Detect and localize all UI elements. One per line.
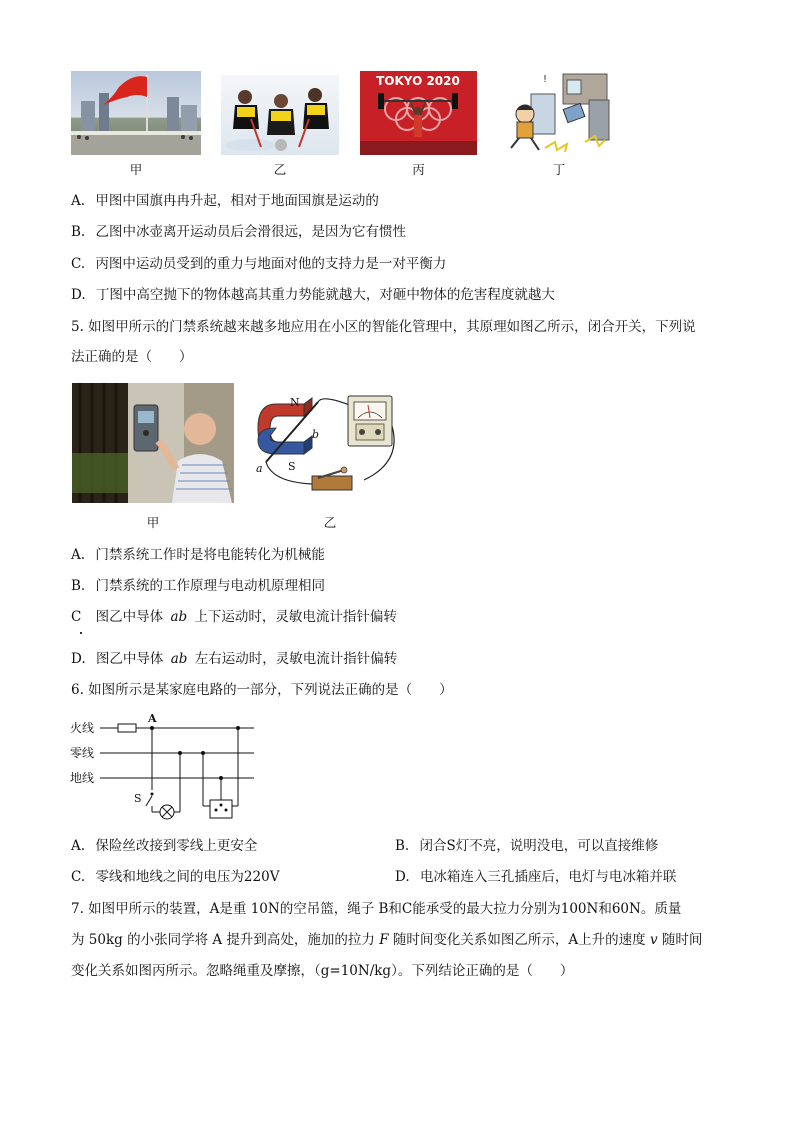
option-label: B. [395, 838, 410, 854]
switch-s-label: S [134, 792, 142, 805]
option-text: 甲图中国旗冉冉升起，相对于地面国旗是运动的 [95, 193, 379, 209]
induction-diagram [252, 392, 412, 504]
caption-jia-1: 甲 [129, 162, 143, 177]
tokyo-2020-text: TOKYO 2020 [376, 74, 460, 88]
option-label: D. [71, 651, 86, 667]
q7-stem-line3: 变化关系如图丙所示。忽略绳重及摩擦，（g=10N/kg）。下列结论正确的是（ ） [71, 963, 574, 979]
q5-option-b[interactable] [71, 576, 325, 596]
option-text-post: 上下运动时，灵敏电流计指针偏转 [194, 609, 397, 625]
q6-option-d[interactable] [395, 867, 676, 887]
option-label: C. [71, 256, 86, 272]
wire-ground-label: 地线 [70, 771, 95, 785]
option-label: B. [71, 578, 86, 594]
option-var-ab: ab [170, 651, 188, 667]
q5-stem-line1: 5. 如图甲所示的门禁系统越来越多地应用在小区的智能化管理中，其原理如图乙所示，闭合开关，下列说 [71, 319, 696, 335]
point-a-label: A [148, 712, 157, 725]
stray-dot [80, 632, 82, 634]
option-text: 乙图中冰壶离开运动员后会滑很远，是因为它有惯性 [95, 224, 407, 240]
option-text: 丙图中运动员受到的重力与地面对他的支持力是一对平衡力 [95, 256, 447, 272]
option-label: B. [71, 224, 86, 240]
svg-text:!: ! [543, 74, 548, 85]
conductor-a-label: a [256, 462, 263, 475]
caption-bing: 丙 [412, 162, 425, 177]
q5-stem-line2: 法正确的是（ ） [71, 349, 193, 365]
photo-weightlifting [360, 71, 477, 155]
option-text: 门禁系统工作时是将电能转化为机械能 [95, 547, 325, 563]
q4-option-c[interactable] [71, 254, 446, 274]
q7-stem-line1: 7. 如图甲所示的装置，A是重 10N的空吊篮，绳子 B和C能承受的最大拉力分别为100N和60N。质量 [71, 901, 682, 917]
option-label: A. [71, 547, 86, 563]
var-f: F [379, 932, 389, 948]
household-circuit-diagram [70, 710, 270, 826]
option-text-pre: 图乙中导体 [95, 651, 164, 667]
q6-option-b[interactable] [395, 836, 658, 856]
q6-option-a[interactable] [71, 836, 257, 856]
option-text-pre: 图乙中导体 [95, 609, 164, 625]
text-segment: 随时间变化关系如图乙所示，A上升的速度 [392, 932, 646, 948]
option-text: 保险丝改接到零线上更安全 [95, 838, 258, 854]
option-text: 门禁系统的工作原理与电动机原理相同 [95, 578, 326, 594]
magnet-s-label: S [288, 460, 296, 473]
cartoon-falling-object [505, 70, 613, 156]
caption-yi-2: 乙 [323, 515, 337, 530]
option-text: 闭合S灯不亮，说明没电，可以直接维修 [419, 838, 659, 854]
q4-option-b[interactable] [71, 222, 406, 242]
option-label: D. [395, 869, 410, 885]
magnet-n-label: N [290, 396, 300, 409]
option-text: 零线和地线之间的电压为220V [95, 869, 280, 885]
option-label: A. [71, 838, 86, 854]
q5-option-a[interactable] [71, 545, 325, 565]
wire-live-label: 火线 [70, 721, 95, 735]
text-segment: 随时间 [661, 932, 703, 948]
q5-option-c[interactable] [71, 607, 397, 627]
option-label: D. [71, 287, 86, 303]
conductor-b-label: b [312, 428, 320, 441]
option-label: C [71, 609, 82, 625]
option-text: 丁图中高空抛下的物体越高其重力势能就越大，对砸中物体的危害程度就越大 [95, 287, 555, 303]
wire-neutral-label: 零线 [70, 746, 95, 760]
photo-access-control [72, 383, 234, 503]
option-text-post: 左右运动时，灵敏电流计指针偏转 [194, 651, 398, 667]
q6-option-c[interactable] [71, 867, 279, 887]
option-label: A. [71, 193, 86, 209]
q7-stem-line2 [71, 930, 702, 950]
q5-option-d[interactable] [71, 649, 397, 669]
text-segment: 为 50kg 的小张同学将 A 提升到高处，施加的拉力 [71, 932, 375, 948]
caption-yi-1: 乙 [273, 162, 287, 177]
caption-ding: 丁 [552, 162, 566, 177]
option-var-ab: ab [170, 609, 188, 625]
q4-option-a[interactable] [71, 191, 379, 211]
option-label: C. [71, 869, 86, 885]
photo-flag-raising [71, 71, 201, 155]
q6-stem: 6. 如图所示是某家庭电路的一部分，下列说法正确的是（ ） [71, 682, 453, 698]
q4-option-d[interactable] [71, 285, 555, 305]
caption-jia-2: 甲 [146, 515, 160, 530]
option-text: 电冰箱连入三孔插座后，电灯与电冰箱并联 [419, 869, 677, 885]
var-v: v [649, 932, 658, 948]
photo-curling [221, 75, 339, 155]
